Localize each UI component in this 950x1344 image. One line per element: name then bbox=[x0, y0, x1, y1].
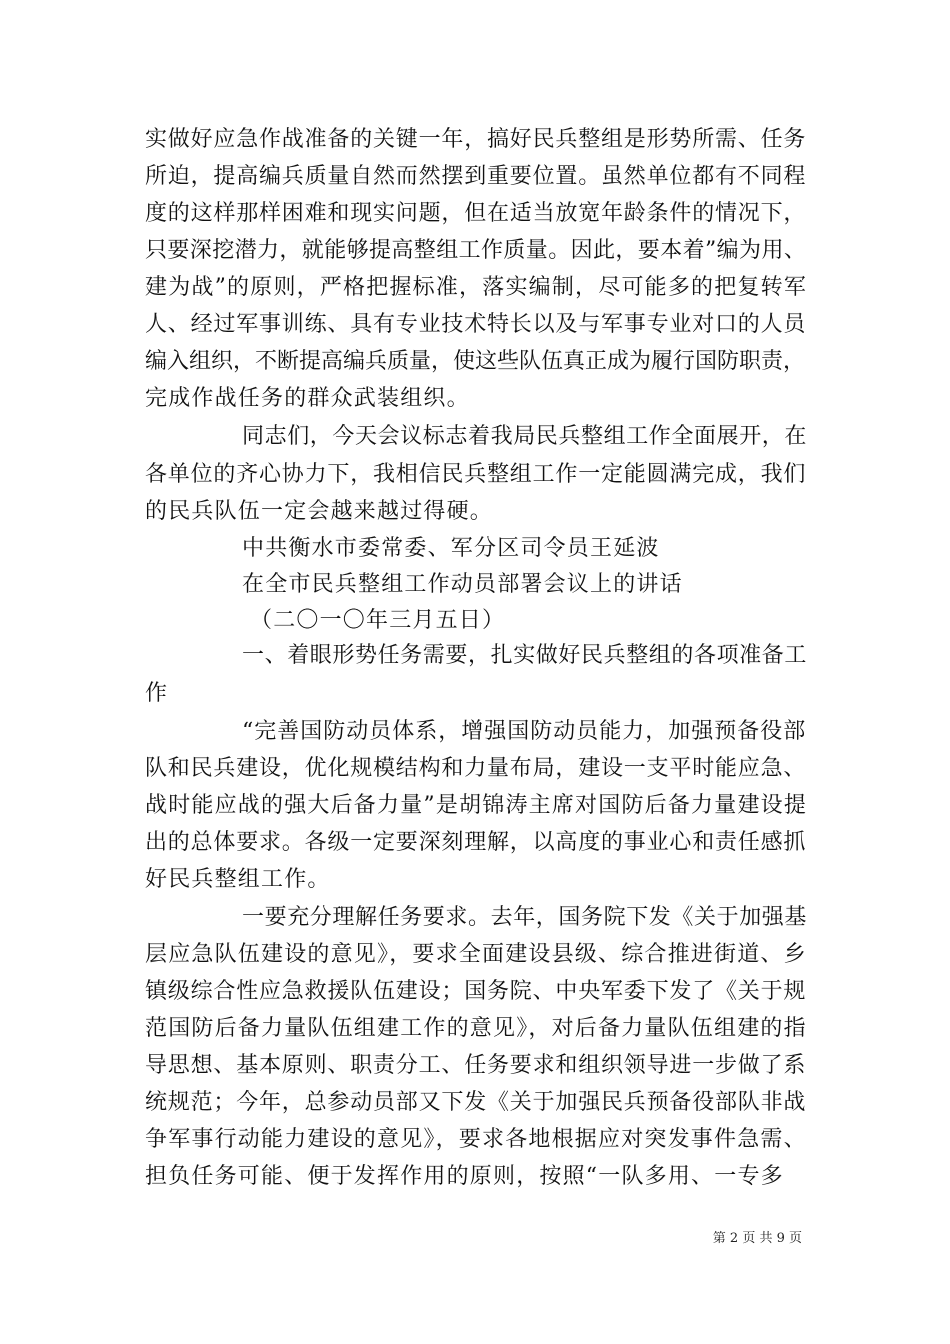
heading-line: 作 bbox=[145, 681, 169, 706]
text-line: 层应急队伍建设的意见》，要求全面建设县级、综合推进街道、乡 bbox=[145, 942, 807, 967]
text-line: 争军事行动能力建设的意见》，要求各地根据应对突发事件急需、 bbox=[145, 1127, 807, 1152]
text-line: 导思想、基本原则、职责分工、任务要求和组织领导进一步做了系 bbox=[145, 1053, 807, 1078]
text-line: 镇级综合性应急救援队伍建设；国务院、中央军委下发了《关于规 bbox=[145, 979, 807, 1004]
text-line: 一要充分理解任务要求。去年，国务院下发《关于加强基 bbox=[242, 905, 808, 930]
text-line: 范国防后备力量队伍组建工作的意见》，对后备力量队伍组建的指 bbox=[145, 1016, 807, 1041]
heading-line: 一、着眼形势任务需要，扎实做好民兵整组的各项准备工 bbox=[242, 643, 808, 668]
text-line: 所迫，提高编兵质量自然而然摆到重要位置。虽然单位都有不同程 bbox=[145, 164, 807, 189]
text-line: 担负任务可能、便于发挥作用的原则，按照“一队多用、一专多 bbox=[145, 1164, 784, 1189]
text-line: 实做好应急作战准备的关键一年，搞好民兵整组是形势所需、任务 bbox=[145, 127, 807, 152]
text-line: 战时能应战的强大后备力量”是胡锦涛主席对国防后备力量建设提 bbox=[145, 793, 808, 818]
text-line: 队和民兵建设，优化规模结构和力量布局，建设一支平时能应急、 bbox=[145, 756, 807, 781]
text-line: 好民兵整组工作。 bbox=[145, 867, 331, 892]
speech-date: （二〇一〇年三月五日） bbox=[250, 608, 506, 633]
text-line: 人、经过军事训练、具有专业技术特长以及与军事专业对口的人员 bbox=[145, 312, 807, 337]
page-number: 第 2 页 共 9 页 bbox=[712, 1231, 802, 1246]
text-line: 各单位的齐心协力下，我相信民兵整组工作一定能圆满完成，我们 bbox=[145, 462, 807, 487]
text-line: 度的这样那样困难和现实问题，但在适当放宽年龄条件的情况下， bbox=[145, 201, 807, 226]
text-line: 同志们，今天会议标志着我局民兵整组工作全面展开，在 bbox=[242, 424, 808, 449]
text-line: 出的总体要求。各级一定要深刻理解，以高度的事业心和责任感抓 bbox=[145, 830, 807, 855]
text-line: 完成作战任务的群众武装组织。 bbox=[145, 386, 470, 411]
text-line: 建为战”的原则，严格把握标准，落实编制，尽可能多的把复转军 bbox=[145, 275, 808, 300]
text-line: 只要深挖潜力，就能够提高整组工作质量。因此，要本着”编为用、 bbox=[145, 238, 807, 263]
text-line: 编入组织，不断提高编兵质量，使这些队伍真正成为履行国防职责， bbox=[145, 349, 806, 374]
speaker-line: 中共衡水市委常委、军分区司令员王延波 bbox=[242, 536, 660, 561]
text-line: 的民兵队伍一定会越来越过得硬。 bbox=[145, 499, 494, 524]
speech-title: 在全市民兵整组工作动员部署会议上的讲话 bbox=[242, 572, 683, 597]
text-line: 统规范；今年，总参动员部又下发《关于加强民兵预备役部队非战 bbox=[145, 1090, 807, 1115]
text-line: “完善国防动员体系，增强国防动员能力，加强预备役部 bbox=[242, 719, 807, 744]
